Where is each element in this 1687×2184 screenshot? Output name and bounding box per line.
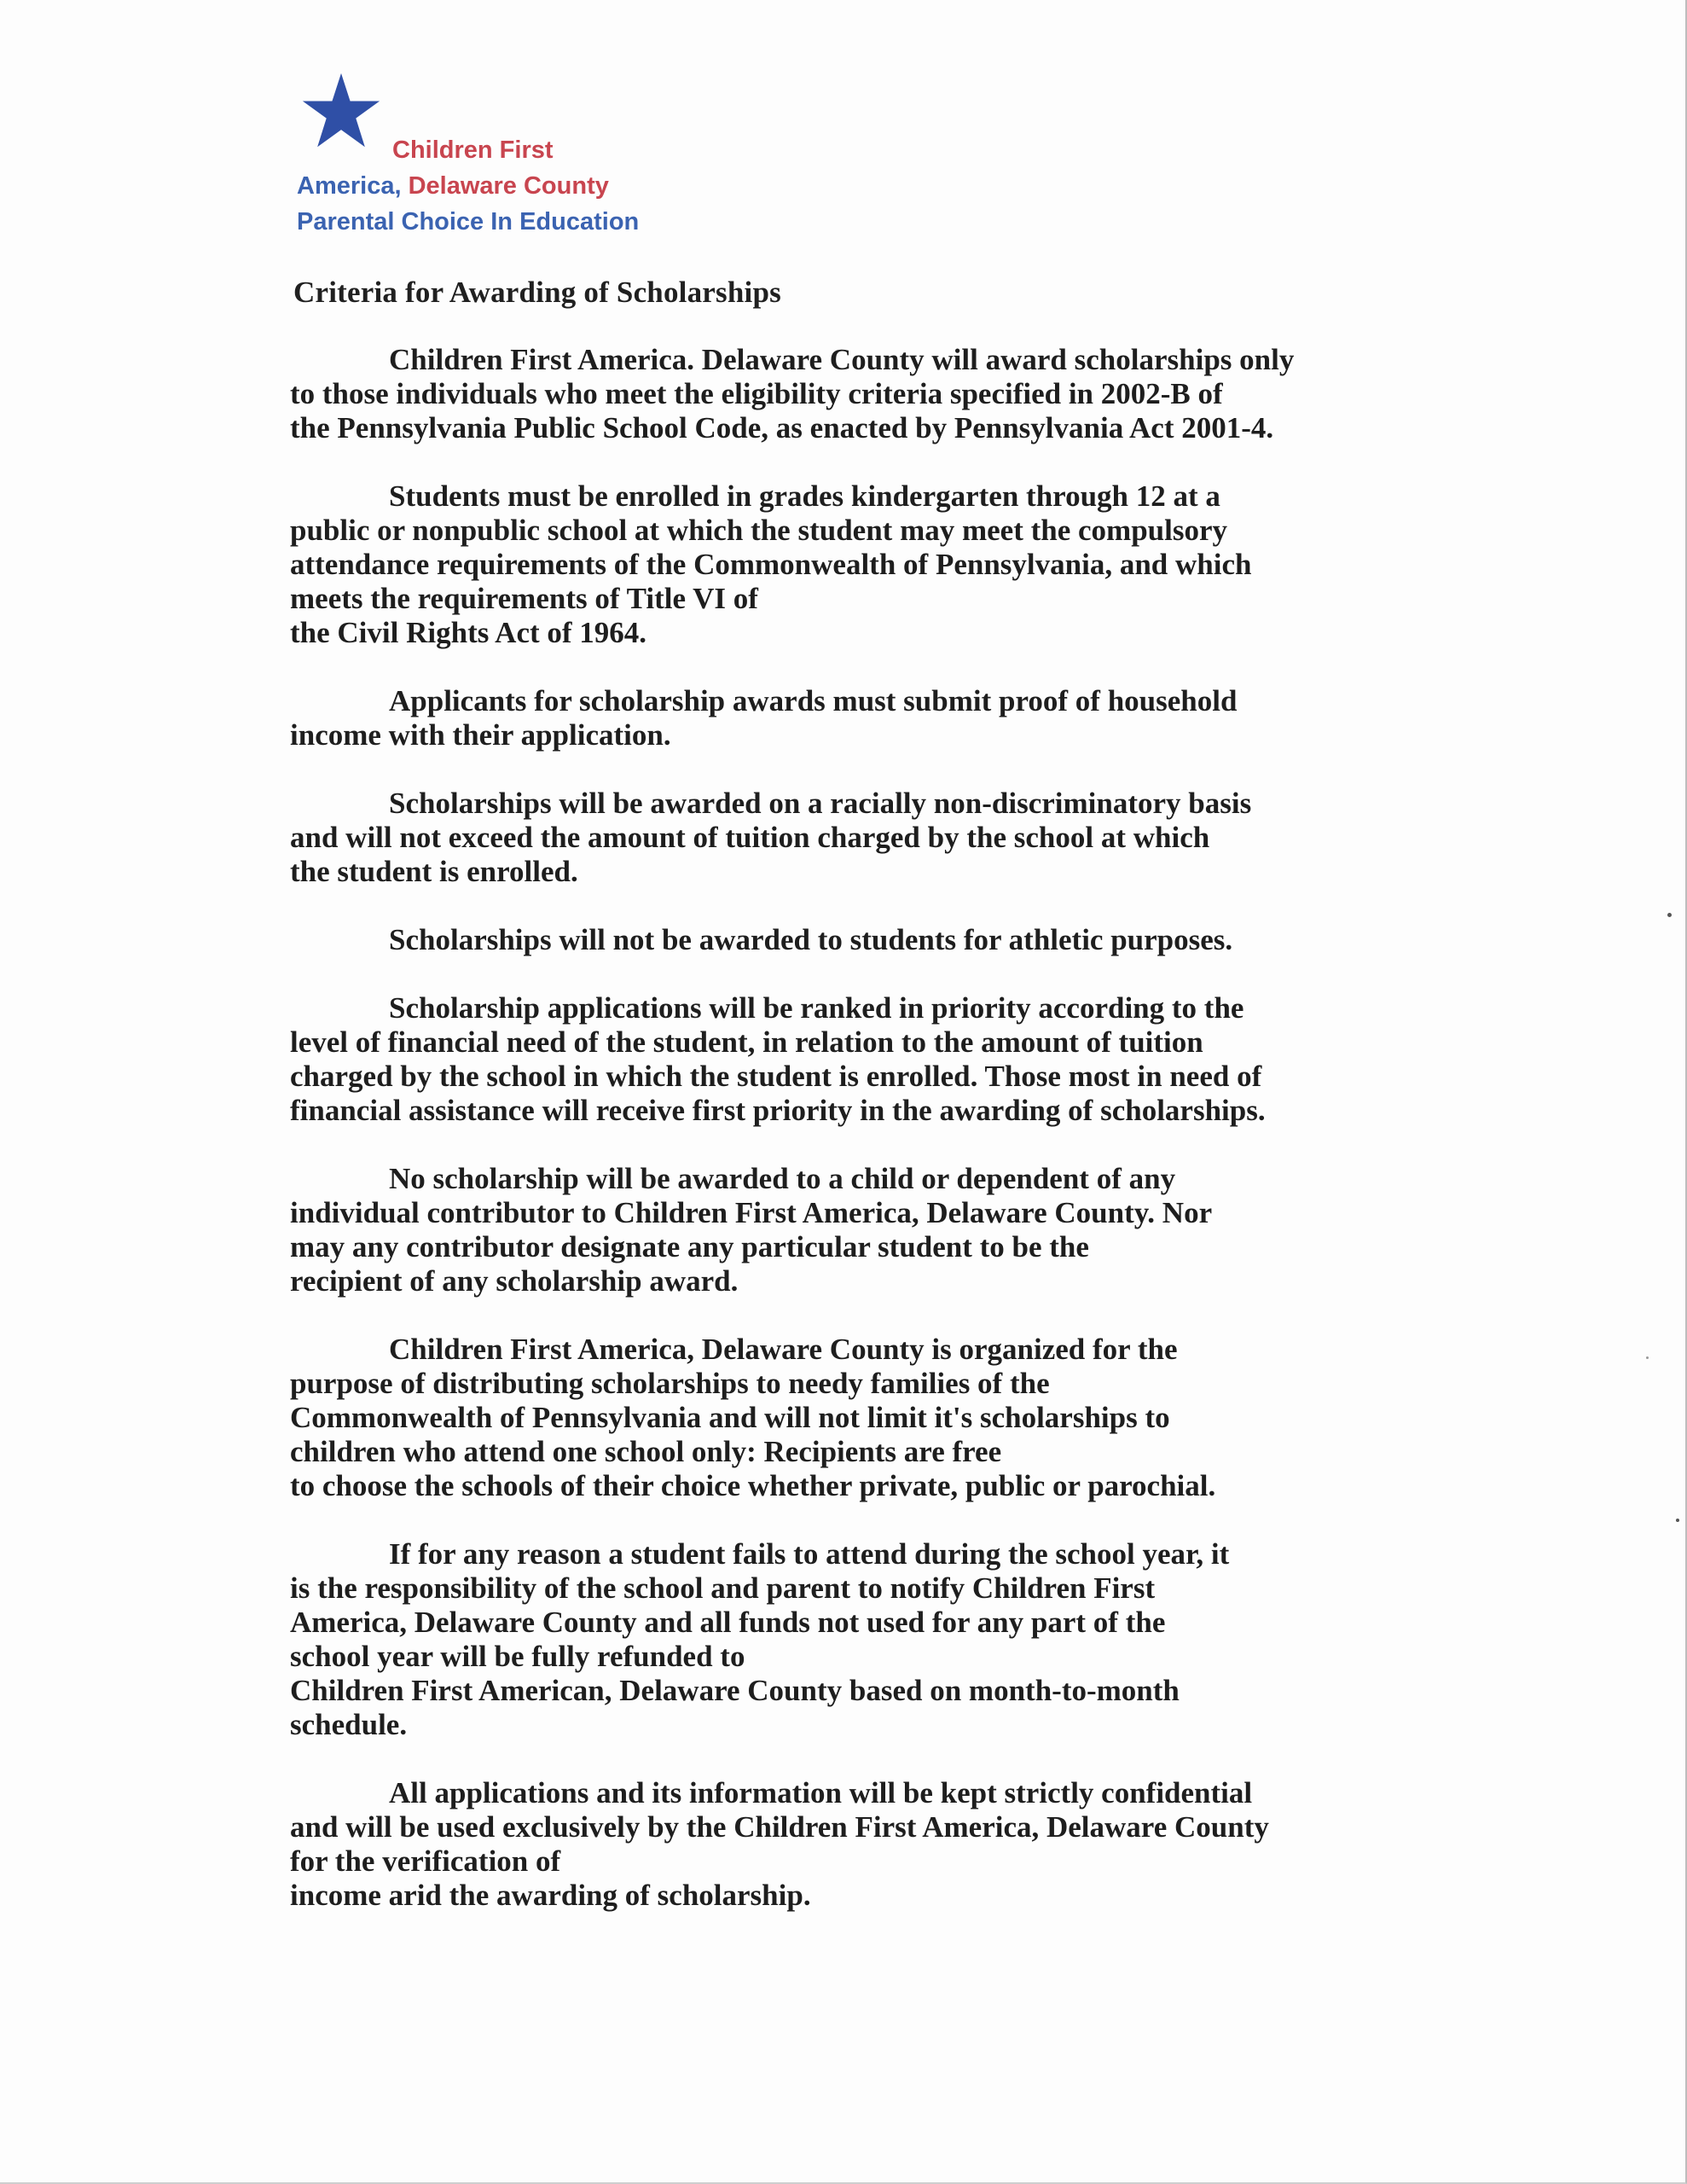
paragraph-line: All applications and its information will be kept strictly confidential	[389, 1776, 1253, 1809]
paragraph-line: No scholarship will be awarded to a child or dependent of any	[389, 1162, 1176, 1195]
paragraph-line: the student is enrolled.	[290, 855, 578, 888]
paragraph-line: If for any reason a student fails to attend during the school year, it	[389, 1537, 1230, 1571]
scan-speck	[1667, 913, 1672, 917]
paragraph-line: to choose the schools of their choice whether private, public or parochial.	[290, 1469, 1216, 1502]
paragraph-line: schedule.	[290, 1708, 408, 1741]
paragraph	[290, 1537, 1433, 1742]
paragraph-line: level of financial need of the student, in relation to the amount of tuition	[290, 1025, 1203, 1059]
paragraph-line: America, Delaware County and all funds not used for any part of the	[290, 1606, 1166, 1639]
letterhead	[290, 70, 682, 241]
paragraph-line: public or nonpublic school at which the student may meet the compulsory	[290, 514, 1228, 547]
paragraph	[290, 923, 1433, 957]
paragraph-line: Students must be enrolled in grades kindergarten through 12 at a	[389, 479, 1220, 513]
paragraph-line: financial assistance will receive first priority in the awarding of scholarships.	[290, 1094, 1266, 1127]
paragraph-line: the Civil Rights Act of 1964.	[290, 616, 647, 649]
org-name-line1: Children First	[392, 136, 554, 164]
paragraph	[290, 1162, 1433, 1298]
paragraph-line: and will not exceed the amount of tuition charged by the school at which	[290, 821, 1210, 854]
paragraph	[290, 479, 1433, 650]
document-title: Criteria for Awarding of Scholarships	[293, 276, 781, 309]
document-body	[290, 343, 1433, 1947]
paragraph-line: Children First America, Delaware County is organized for the	[389, 1333, 1178, 1366]
paragraph-line: and will be used exclusively by the Children First America, Delaware County	[290, 1810, 1269, 1844]
org-tagline: Parental Choice In Education	[297, 208, 640, 235]
paragraph-line: children who attend one school only: Recipients are free	[290, 1435, 1002, 1468]
paragraph-line: for the verification of	[290, 1844, 561, 1878]
paragraph-line: attendance requirements of the Commonwealth of Pennsylvania, and which	[290, 548, 1252, 581]
paragraph-line: Scholarship applications will be ranked in priority according to the	[389, 991, 1244, 1025]
paragraph	[290, 343, 1433, 445]
paragraph-line: Children First America. Delaware County will award scholarships only	[389, 343, 1295, 376]
scan-speck	[1676, 1519, 1679, 1522]
paragraph-line: recipient of any scholarship award.	[290, 1264, 739, 1298]
paragraph-line: Applicants for scholarship awards must submit proof of household	[389, 684, 1238, 717]
paragraph-line: Commonwealth of Pennsylvania and will not limit it's scholarships to	[290, 1401, 1170, 1434]
paragraph	[290, 684, 1433, 752]
org-name-america: America,	[297, 172, 402, 200]
paragraph	[290, 1333, 1433, 1503]
paragraph-line: income with their application.	[290, 718, 671, 752]
paragraph	[290, 787, 1433, 889]
scan-speck	[1646, 1356, 1649, 1359]
paragraph-line: Scholarships will be awarded on a racially non-discriminatory basis	[389, 787, 1252, 820]
paragraph-line: purpose of distributing scholarships to needy families of the	[290, 1367, 1050, 1400]
paragraph-line: Scholarships will not be awarded to students for athletic purposes.	[389, 923, 1233, 956]
org-name-county: Delaware County	[401, 172, 609, 200]
paragraph	[290, 1776, 1433, 1913]
paragraph-line: the Pennsylvania Public School Code, as enacted by Pennsylvania Act 2001-4.	[290, 411, 1274, 444]
paragraph-line: meets the requirements of Title VI of	[290, 582, 758, 615]
paragraph-line: may any contributor designate any particular student to be the	[290, 1230, 1089, 1263]
paragraph	[290, 991, 1433, 1128]
paragraph-line: income arid the awarding of scholarship.	[290, 1879, 811, 1912]
paragraph-line: individual contributor to Children First America, Delaware County. Nor	[290, 1196, 1213, 1229]
paragraph-line: to those individuals who meet the eligibility criteria specified in 2002-B of	[290, 377, 1223, 410]
paragraph-line: Children First American, Delaware County based on month-to-month	[290, 1674, 1180, 1707]
star-icon	[300, 70, 382, 152]
paragraph-line: school year will be fully refunded to	[290, 1640, 745, 1673]
paragraph-line: is the responsibility of the school and parent to notify Children First	[290, 1571, 1156, 1605]
org-name-line2	[297, 174, 609, 199]
paragraph-line: charged by the school in which the student is enrolled. Those most in need of	[290, 1060, 1262, 1093]
